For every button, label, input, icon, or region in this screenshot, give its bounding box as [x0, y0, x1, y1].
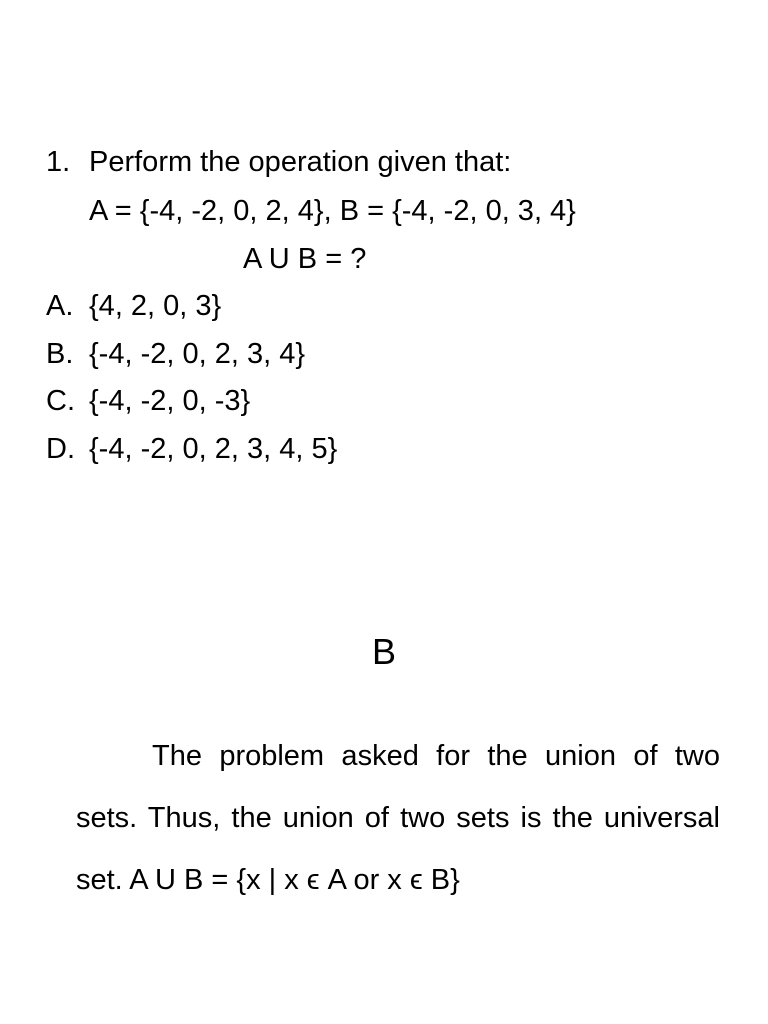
- choice-letter: A.: [46, 290, 74, 322]
- choice-text: {-4, -2, 0, 2, 3, 4}: [89, 338, 306, 370]
- choice-text: {-4, -2, 0, 2, 3, 4, 5}: [89, 433, 338, 465]
- answer-letter: B: [371, 631, 396, 672]
- explanation: [76, 725, 720, 911]
- choice-text: {4, 2, 0, 3}: [89, 290, 222, 322]
- question-operation: A U B = ?: [243, 243, 367, 275]
- question-sets: A = {-4, -2, 0, 2, 4}, B = {-4, -2, 0, 3, 4}: [89, 195, 576, 227]
- question-prompt: Perform the operation given that:: [89, 146, 512, 178]
- choice-text: {-4, -2, 0, -3}: [89, 385, 251, 417]
- choice-letter: C.: [46, 385, 75, 417]
- question-number: 1.: [46, 146, 71, 178]
- choice-letter: B.: [46, 338, 74, 370]
- explanation-text: The problem asked for the union of two sets. Thus, the union of two sets is the universal set. A U B = {x | x ϵ A or x ϵ B}: [76, 740, 720, 896]
- choice-letter: D.: [46, 433, 75, 465]
